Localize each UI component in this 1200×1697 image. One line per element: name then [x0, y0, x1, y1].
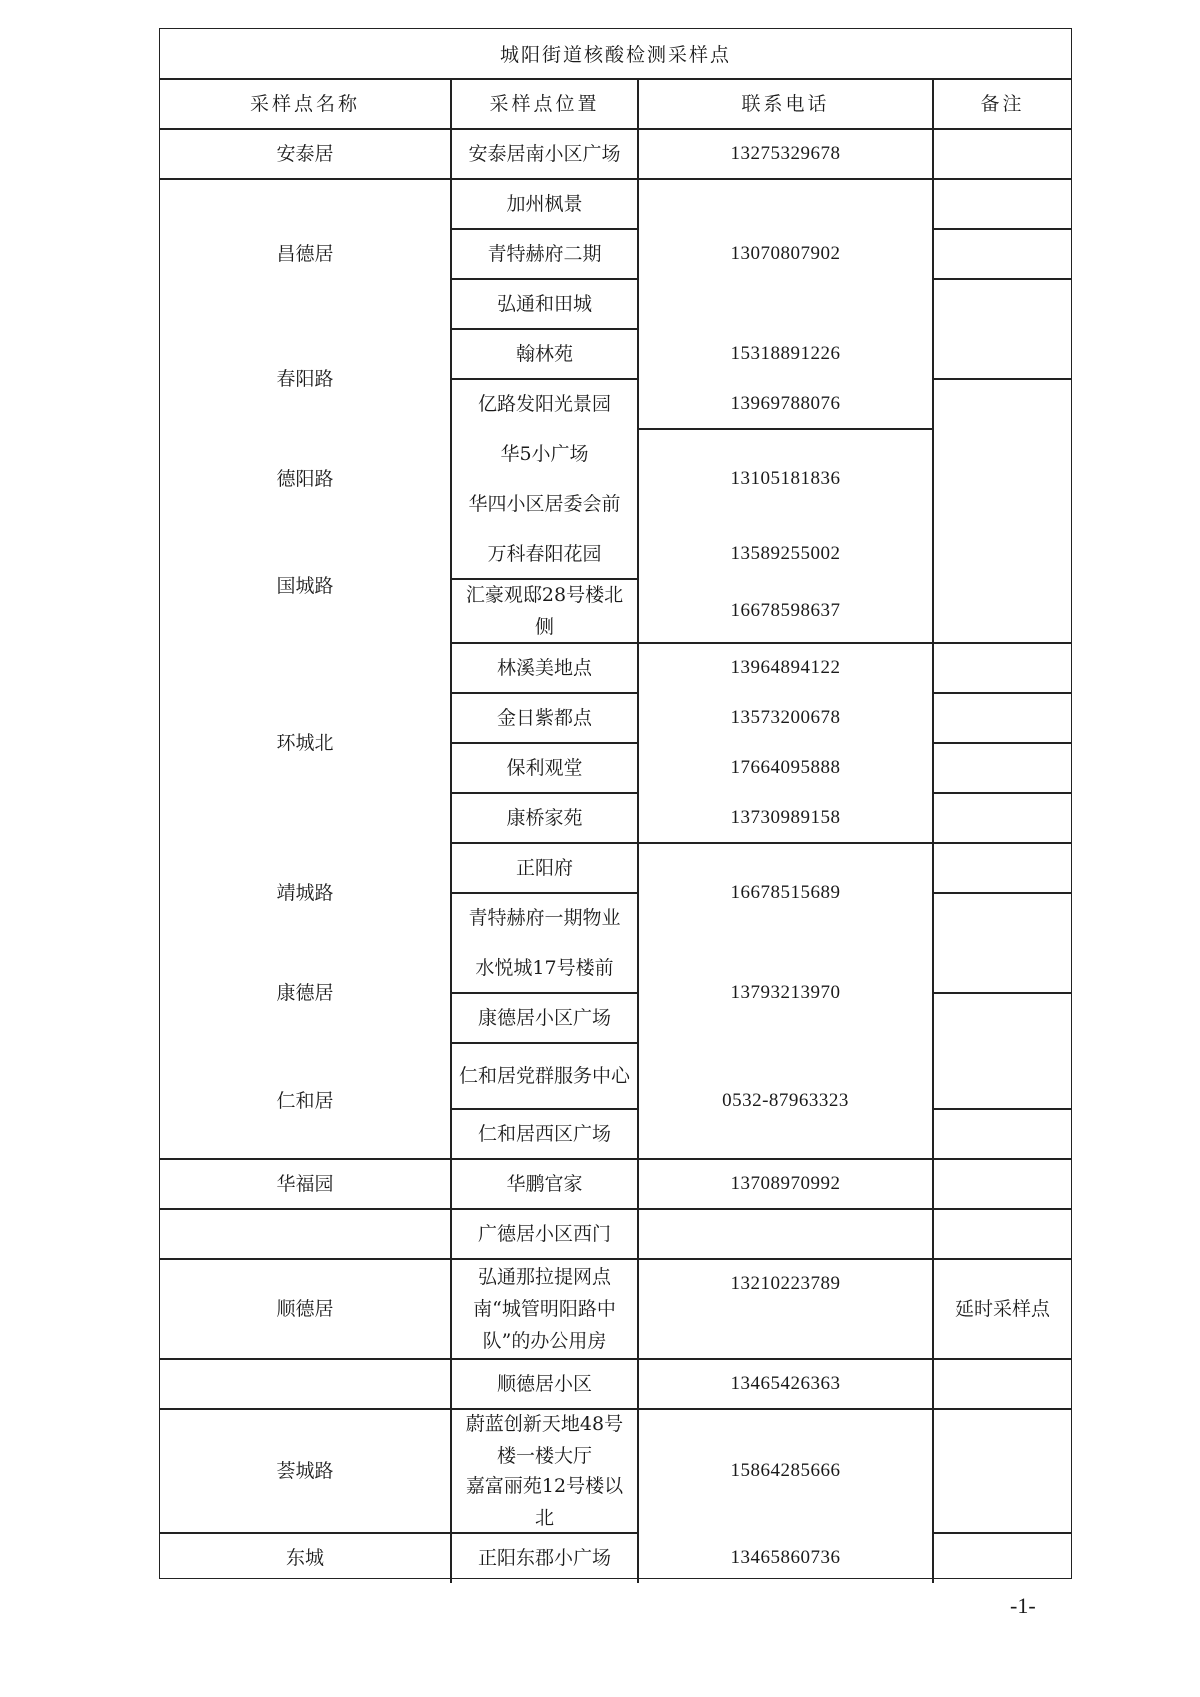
site-name: 康德居 — [276, 982, 334, 1004]
site-location: 安泰居南小区广场 — [468, 143, 621, 165]
site-name: 德阳路 — [276, 468, 334, 490]
contact-phone: 13105181836 — [730, 468, 841, 489]
contact-phone: 16678598637 — [730, 600, 841, 621]
grid-line — [933, 842, 1072, 843]
grid-line — [933, 1158, 1072, 1159]
site-location: 金日紫都点 — [496, 707, 592, 729]
contact-phone: 13969788076 — [730, 393, 841, 414]
contact-phone: 15864285666 — [730, 1460, 841, 1481]
contact-phone: 15318891226 — [730, 343, 841, 364]
grid-line — [933, 1408, 1072, 1409]
grid-line — [933, 642, 1072, 643]
grid-line — [933, 1208, 1072, 1209]
site-location: 康桥家苑 — [506, 807, 583, 829]
contact-phone: 16678515689 — [730, 882, 841, 903]
site-location: 仁和居党群服务中心 — [458, 1065, 630, 1087]
site-note: 延时采样点 — [954, 1298, 1050, 1320]
grid-line — [933, 378, 1072, 379]
site-name: 荟城路 — [276, 1460, 334, 1482]
column-header-location: 采样点位置 — [489, 93, 600, 115]
site-location: 仁和居西区广场 — [477, 1123, 611, 1145]
site-location: 水悦城17号楼前 — [475, 957, 614, 979]
site-name: 春阳路 — [276, 368, 334, 390]
grid-line — [933, 692, 1072, 693]
site-location: 翰林苑 — [515, 343, 573, 365]
contact-phone: 13573200678 — [730, 707, 841, 728]
site-location: 华5小广场 — [500, 443, 589, 465]
grid-line — [933, 792, 1072, 793]
site-name: 东城 — [285, 1547, 324, 1569]
site-location: 正阳东郡小广场 — [477, 1547, 611, 1569]
site-location: 弘通那拉提网点南“城管明阳路中队”的办公用房 — [473, 1266, 616, 1352]
grid-line — [933, 1532, 1072, 1533]
contact-phone: 13964894122 — [730, 657, 841, 678]
contact-phone: 13465426363 — [730, 1373, 841, 1394]
site-name: 华福园 — [276, 1173, 334, 1195]
grid-line — [933, 742, 1072, 743]
site-location: 林溪美地点 — [496, 657, 592, 679]
grid-line — [933, 992, 1072, 993]
page-title: 城阳街道核酸检测采样点 — [499, 44, 731, 66]
site-location: 保利观堂 — [506, 757, 583, 779]
site-name: 昌德居 — [276, 243, 334, 265]
site-name: 安泰居 — [276, 143, 334, 165]
site-name: 顺德居 — [276, 1298, 334, 1320]
site-location: 嘉富丽苑12号楼以北 — [465, 1475, 624, 1529]
site-location: 华四小区居委会前 — [468, 493, 621, 515]
grid-line — [933, 892, 1072, 893]
site-location: 万科春阳花园 — [487, 543, 602, 565]
site-location: 青特赫府二期 — [487, 243, 602, 265]
site-location: 青特赫府一期物业 — [468, 907, 621, 929]
contact-phone: 0532-87963323 — [722, 1090, 849, 1111]
contact-phone: 13070807902 — [730, 243, 841, 264]
site-location: 汇豪观邸28号楼北侧 — [465, 584, 624, 638]
grid-line — [933, 278, 1072, 279]
site-location: 亿路发阳光景园 — [477, 393, 611, 415]
contact-phone: 13708970992 — [730, 1173, 841, 1194]
contact-phone: 17664095888 — [730, 757, 841, 778]
contact-phone: 13210223789 — [730, 1273, 841, 1294]
contact-phone: 13465860736 — [730, 1547, 841, 1568]
column-header-note: 备注 — [980, 93, 1025, 115]
site-location: 正阳府 — [515, 857, 573, 879]
site-location: 顺德居小区 — [496, 1373, 592, 1395]
site-location: 华鹏官家 — [506, 1173, 583, 1195]
site-location: 蔚蓝创新天地48号楼一楼大厅 — [465, 1413, 624, 1467]
grid-line — [933, 228, 1072, 229]
site-location: 弘通和田城 — [496, 293, 592, 315]
column-header-phone: 联系电话 — [741, 93, 830, 115]
site-name: 仁和居 — [276, 1090, 334, 1112]
grid-line — [933, 1108, 1072, 1109]
site-location: 广德居小区西门 — [477, 1223, 611, 1245]
contact-phone: 13275329678 — [730, 143, 841, 164]
site-name: 国城路 — [276, 575, 334, 597]
site-name: 环城北 — [276, 732, 334, 754]
contact-phone: 13793213970 — [730, 982, 841, 1003]
site-name: 靖城路 — [276, 882, 334, 904]
contact-phone: 13589255002 — [730, 543, 841, 564]
site-location: 康德居小区广场 — [477, 1007, 611, 1029]
column-header-name: 采样点名称 — [249, 93, 360, 115]
site-location: 加州枫景 — [506, 193, 583, 215]
contact-phone: 13730989158 — [730, 807, 841, 828]
page-number: -1- — [1010, 1593, 1036, 1618]
